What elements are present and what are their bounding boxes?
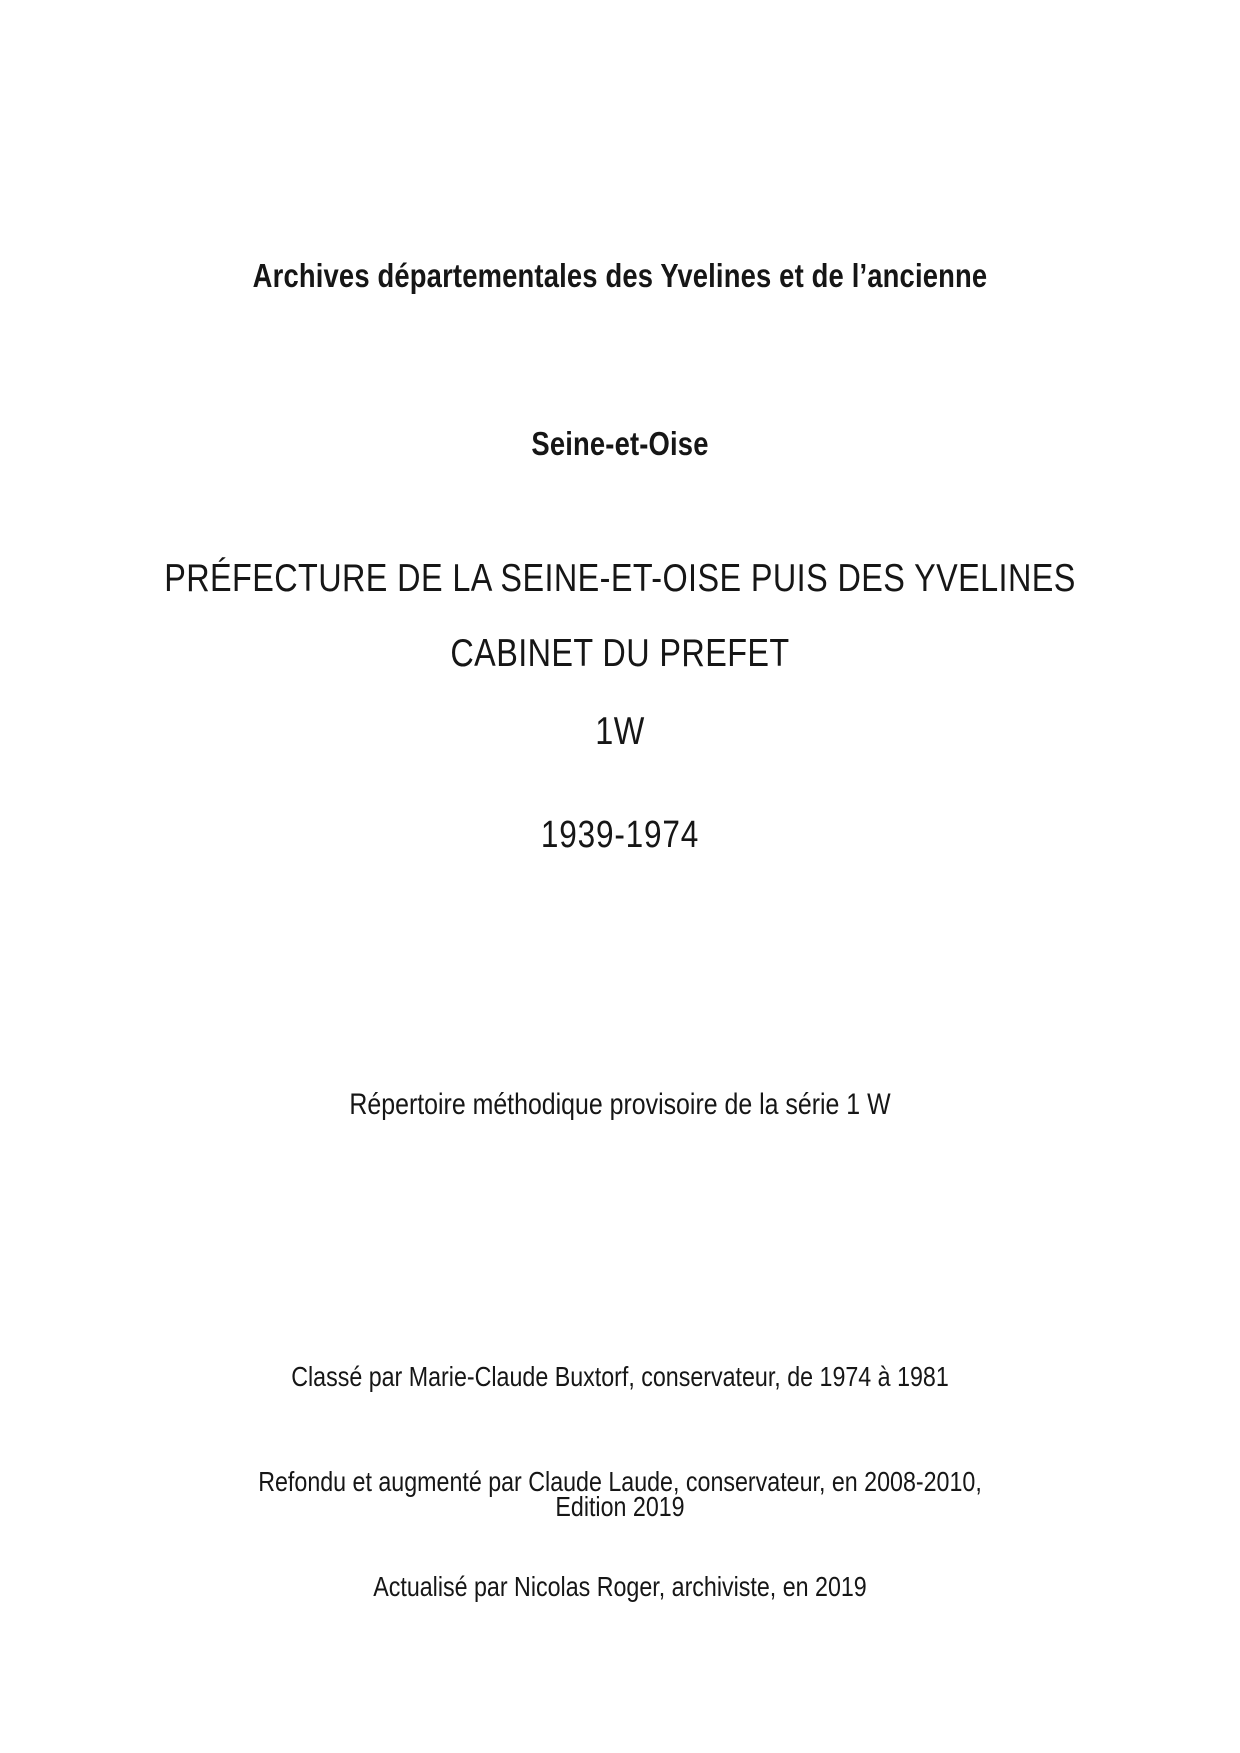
institution-name: [105, 136, 1134, 584]
date-range: 1939-1974: [540, 814, 700, 856]
edition-line: Edition 2019: [555, 1491, 685, 1522]
credits-block: [105, 1289, 1134, 1674]
institution-line-2: Seine-et-Oise: [531, 425, 709, 462]
repertoire-subtitle: Répertoire méthodique provisoire de la série 1 W: [349, 1088, 891, 1121]
institution-line-1: Archives départementales des Yvelines et de l’ancienne: [252, 257, 988, 294]
credit-line-2: Refondu et augmenté par Claude Laude, conservateur, en 2008-2010,: [258, 1466, 982, 1497]
series-code: 1W: [595, 710, 645, 753]
credit-line-1: Classé par Marie-Claude Buxtorf, conservateur, de 1974 à 1981: [291, 1361, 949, 1392]
fonds-title: PRÉFECTURE DE LA SEINE-ET-OISE PUIS DES YVELINES: [164, 557, 1076, 600]
credit-line-3: Actualisé par Nicolas Roger, archiviste, en 2019: [373, 1571, 867, 1602]
subfonds-title: CABINET DU PREFET: [450, 632, 790, 675]
